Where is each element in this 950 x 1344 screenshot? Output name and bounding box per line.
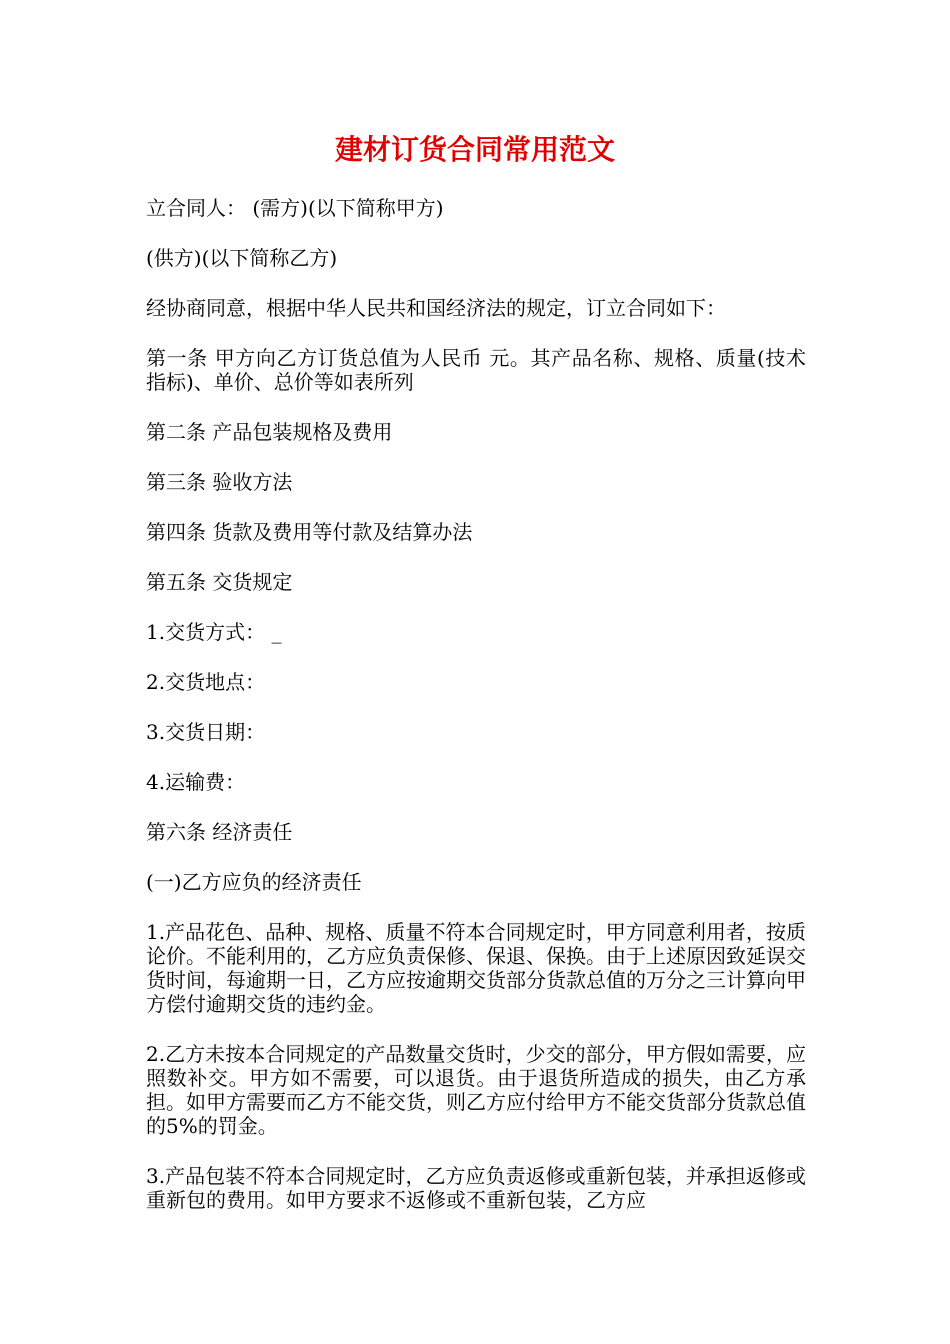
document-body — [146, 196, 806, 1238]
paragraph-delivery-location: 2.交货地点： — [146, 670, 266, 694]
paragraph-article-3: 第三条 验收方法 — [146, 470, 293, 494]
paragraph-article-6: 第六条 经济责任 — [146, 820, 293, 844]
paragraph-seller-liability: (一)乙方应负的经济责任 — [146, 870, 362, 894]
paragraph-parties-buyer: 立合同人： (需方)(以下简称甲方) — [146, 196, 444, 220]
paragraph-delivery-date: 3.交货日期： — [146, 720, 266, 744]
paragraph-liability-1: 1.产品花色、品种、规格、质量不符本合同规定时，甲方同意利用者，按质论价。不能利用的，乙方应负责保修、保退、保换。由于上述原因致延误交货时间，每逾期一日，乙方应按逾期交货部分货款总值的万分之三计算向甲方偿付逾期交货的违约金。 — [146, 920, 806, 1016]
paragraph-delivery-method: 1.交货方式： _ — [146, 620, 282, 644]
paragraph-article-1: 第一条 甲方向乙方订货总值为人民币 元。其产品名称、规格、质量(技术指标)、单价、总价等如表所列 — [146, 346, 806, 394]
document-title: 建材订货合同常用范文 — [334, 133, 615, 166]
paragraph-article-5: 第五条 交货规定 — [146, 570, 293, 594]
paragraph-liability-3: 3.产品包装不符本合同规定时，乙方应负责返修或重新包装，并承担返修或重新包的费用。如甲方要求不返修或不重新包装，乙方应 — [146, 1164, 806, 1212]
paragraph-preamble: 经协商同意，根据中华人民共和国经济法的规定，订立合同如下： — [146, 296, 726, 320]
paragraph-freight: 4.运输费： — [146, 770, 246, 794]
paragraph-article-4: 第四条 货款及费用等付款及结算办法 — [146, 520, 473, 544]
paragraph-parties-seller: (供方)(以下简称乙方) — [146, 246, 338, 270]
paragraph-liability-2: 2.乙方未按本合同规定的产品数量交货时，少交的部分，甲方假如需要，应照数补交。甲方如不需要，可以退货。由于退货所造成的损失，由乙方承担。如甲方需要而乙方不能交货，则乙方应付给甲方不能交货部分货款总值的5%的罚金。 — [146, 1042, 806, 1138]
paragraph-article-2: 第二条 产品包装规格及费用 — [146, 420, 393, 444]
